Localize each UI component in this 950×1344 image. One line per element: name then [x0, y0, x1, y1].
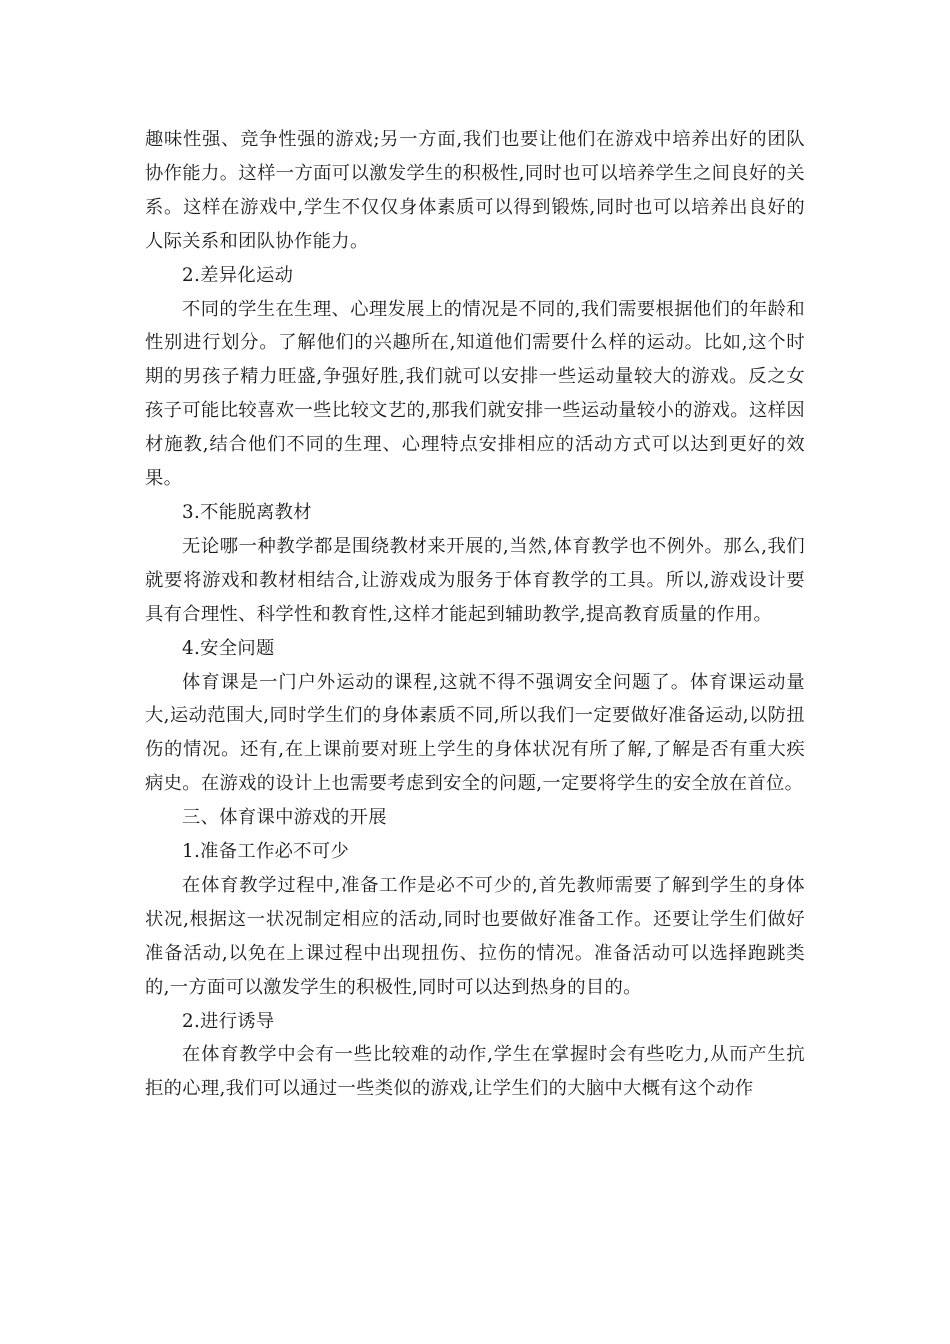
paragraph-continuation: 趣味性强、竞争性强的游戏;另一方面,我们也要让他们在游戏中培养出好的团队协作能力。这样一方面可以激发学生的积极性,同时也可以培养学生之间良好的关系。这样在游戏中,学生不仅仅身体素质可以得到锻炼,同时也可以培养出良好的人际关系和团队协作能力。: [145, 129, 805, 252]
paragraph: 无论哪一种教学都是围绕教材来开展的,当然,体育教学也不例外。那么,我们就要将游戏和教材相结合,让游戏成为服务于体育教学的工具。所以,游戏设计要具有合理性、科学性和教育性,这样才能起到辅助教学,提高教育质量的作用。: [145, 535, 805, 625]
section-heading-preparation: 1.准备工作必不可少: [182, 841, 350, 863]
document-body: [145, 123, 805, 1106]
section-heading-differentiated-exercise: 2.差异化运动: [182, 264, 294, 286]
chapter-heading-games-in-pe: 三、体育课中游戏的开展: [182, 807, 387, 829]
paragraph: 体育课是一门户外运动的课程,这就不得不强调安全问题了。体育课运动量大,运动范围大,同时学生们的身体素质不同,所以我们一定要做好准备运动,以防扭伤的情况。还有,在上课前要对班上学生的身体状况有所了解,了解是否有重大疾病史。在游戏的设计上也需要考虑到安全的问题,一定要将学生的安全放在首位。: [145, 671, 805, 795]
paragraph: 不同的学生在生理、心理发展上的情况是不同的,我们需要根据他们的年龄和性别进行划分。了解他们的兴趣所在,知道他们需要什么样的运动。比如,这个时期的男孩子精力旺盛,争强好胜,我们就可以安排一些运动量较大的游戏。反之女孩子可能比较喜欢一些比较文艺的,那我们就安排一些运动量较小的游戏。这样因材施教,结合他们不同的生理、心理特点安排相应的活动方式可以达到更好的效果。: [145, 298, 805, 490]
paragraph: 在体育教学过程中,准备工作是必不可少的,首先教师需要了解到学生的身体状况,根据这一状况制定相应的活动,同时也要做好准备工作。还要让学生们做好准备活动,以免在上课过程中出现扭伤、拉伤的情况。准备活动可以选择跑跳类的,一方面可以激发学生的积极性,同时可以达到热身的目的。: [145, 874, 805, 998]
section-heading-guidance: 2.进行诱导: [182, 1010, 275, 1032]
paragraph: 在体育教学中会有一些比较难的动作,学生在掌握时会有些吃力,从而产生抗拒的心理,我们可以通过一些类似的游戏,让学生们的大脑中大概有这个动作: [145, 1044, 805, 1100]
section-heading-textbook: 3.不能脱离教材: [182, 501, 312, 523]
section-heading-safety: 4.安全问题: [182, 637, 275, 659]
